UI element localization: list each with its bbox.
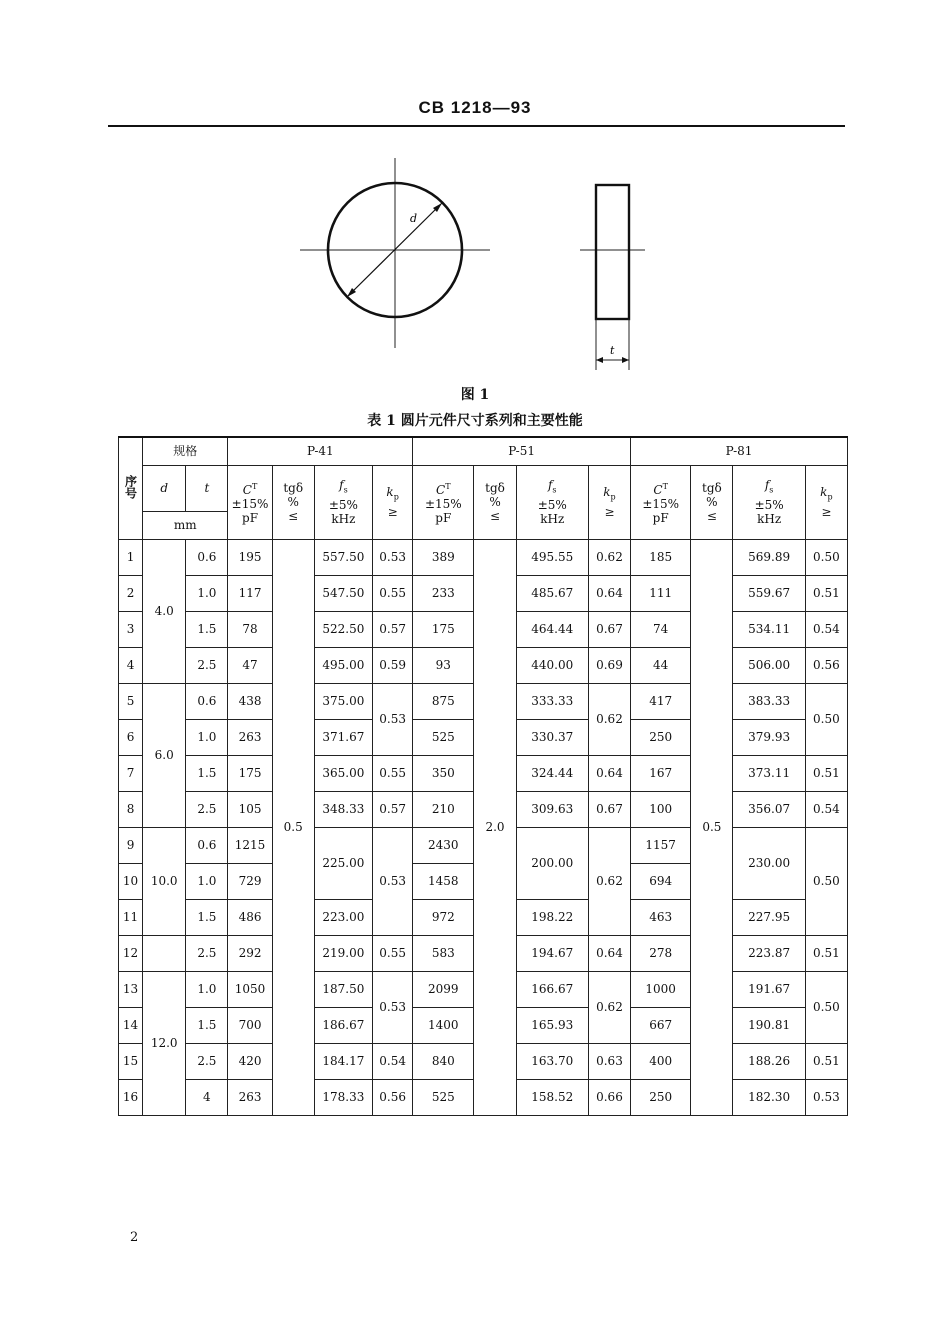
table-cell: 175 — [228, 755, 272, 791]
table-cell: 2.5 — [186, 791, 228, 827]
table-cell: 495.55 — [516, 539, 588, 575]
tg-header-p81: tgδ % ≤ — [691, 465, 733, 539]
table-cell: 233 — [413, 575, 474, 611]
table-cell: 195 — [228, 539, 272, 575]
table-cell: 198.22 — [516, 899, 588, 935]
d-header: d — [143, 465, 186, 511]
table-cell: 0.51 — [805, 935, 847, 971]
table-cell: 0.62 — [588, 971, 630, 1043]
table-cell: 0.53 — [373, 683, 413, 755]
table-cell: 1.0 — [186, 719, 228, 755]
table-cell: 188.26 — [733, 1043, 805, 1079]
table-cell: 4 — [186, 1079, 228, 1115]
table-cell: 972 — [413, 899, 474, 935]
table-cell: 0.63 — [588, 1043, 630, 1079]
table-cell: 292 — [228, 935, 272, 971]
table-cell: 100 — [631, 791, 691, 827]
table-cell: 263 — [228, 1079, 272, 1115]
table-cell: 547.50 — [314, 575, 372, 611]
ct-header-p81: $C^T$ ±15% pF — [631, 465, 691, 539]
disc-element-figure — [300, 170, 660, 380]
table-cell: 11 — [119, 899, 143, 935]
table-cell: 1157 — [631, 827, 691, 863]
table-cell: 1050 — [228, 971, 272, 1007]
table-cell: 4 — [119, 647, 143, 683]
table-cell: 1.0 — [186, 971, 228, 1007]
table-cell: 184.17 — [314, 1043, 372, 1079]
group-p81-header: P-81 — [631, 437, 848, 465]
table-cell: 1400 — [413, 1007, 474, 1043]
table-cell: 1.5 — [186, 1007, 228, 1043]
fs-header-p41: $f_s$ ±5% kHz — [314, 465, 372, 539]
table-cell: 0.66 — [588, 1079, 630, 1115]
table-cell: 534.11 — [733, 611, 805, 647]
table-cell: 0.6 — [186, 683, 228, 719]
table-cell: 463 — [631, 899, 691, 935]
table-cell: 309.63 — [516, 791, 588, 827]
table-cell: 0.50 — [805, 971, 847, 1043]
table-cell: 0.59 — [373, 647, 413, 683]
seq-header: 序号 — [119, 437, 143, 539]
table-cell: 200.00 — [516, 827, 588, 899]
table-cell: 230.00 — [733, 827, 805, 899]
table-cell: 13 — [119, 971, 143, 1007]
table-cell: 2430 — [413, 827, 474, 863]
table-cell: 1.5 — [186, 899, 228, 935]
table-cell: 1.0 — [186, 575, 228, 611]
table-cell: 93 — [413, 647, 474, 683]
table-cell: 186.67 — [314, 1007, 372, 1043]
thickness-label: t — [610, 344, 615, 357]
kp-header-p81: $k_p$ ≥ — [805, 465, 847, 539]
table-cell: 223.00 — [314, 899, 372, 935]
table-cell: 1.5 — [186, 755, 228, 791]
table-cell: 694 — [631, 863, 691, 899]
table-cell: 78 — [228, 611, 272, 647]
table-cell: 420 — [228, 1043, 272, 1079]
table-cell: 0.62 — [588, 539, 630, 575]
table-cell: 333.33 — [516, 683, 588, 719]
table-cell: 3 — [119, 611, 143, 647]
d-group-cell: 4.0 — [143, 539, 186, 683]
spec-header: 规格 — [143, 437, 228, 465]
table-cell: 0.6 — [186, 827, 228, 863]
table-cell: 187.50 — [314, 971, 372, 1007]
table-cell: 0.56 — [805, 647, 847, 683]
document-code-header: CB 1218—93 — [418, 98, 532, 117]
table-cell: 350 — [413, 755, 474, 791]
table-cell: 0.55 — [373, 575, 413, 611]
table-cell: 44 — [631, 647, 691, 683]
table-cell: 194.67 — [516, 935, 588, 971]
page-number: 2 — [130, 1230, 139, 1245]
table-row — [119, 539, 848, 575]
table-cell: 583 — [413, 935, 474, 971]
group-p51-header: P-51 — [413, 437, 631, 465]
table-cell: 2099 — [413, 971, 474, 1007]
table-cell: 729 — [228, 863, 272, 899]
table-cell: 0.54 — [805, 791, 847, 827]
table-cell: 0.56 — [373, 1079, 413, 1115]
table-cell: 278 — [631, 935, 691, 971]
table-cell: 525 — [413, 719, 474, 755]
table-cell: 0.54 — [373, 1043, 413, 1079]
table-cell: 464.44 — [516, 611, 588, 647]
table-cell: 525 — [413, 1079, 474, 1115]
table-cell: 375.00 — [314, 683, 372, 719]
table-cell: 1215 — [228, 827, 272, 863]
table-cell: 0.62 — [588, 683, 630, 755]
table-cell: 5 — [119, 683, 143, 719]
table-cell: 557.50 — [314, 539, 372, 575]
table-cell: 167 — [631, 755, 691, 791]
table-cell: 74 — [631, 611, 691, 647]
table-cell: 0.69 — [588, 647, 630, 683]
table-cell: 440.00 — [516, 647, 588, 683]
table-cell: 182.30 — [733, 1079, 805, 1115]
diameter-label: d — [410, 212, 418, 225]
table-cell: 225.00 — [314, 827, 372, 899]
table-cell: 0.50 — [805, 827, 847, 935]
table-cell: 371.67 — [314, 719, 372, 755]
table-cell: 324.44 — [516, 755, 588, 791]
table-cell: 1.5 — [186, 611, 228, 647]
table-cell: 219.00 — [314, 935, 372, 971]
d-group-cell: 10.0 — [143, 827, 186, 935]
table-cell: 2 — [119, 575, 143, 611]
table-cell: 1.0 — [186, 863, 228, 899]
table-cell: 0.53 — [805, 1079, 847, 1115]
disc-top-view — [300, 158, 490, 348]
table-cell: 667 — [631, 1007, 691, 1043]
kp-header-p41: $k_p$ ≥ — [373, 465, 413, 539]
mm-header: mm — [143, 511, 228, 539]
table-cell: 0.51 — [805, 1043, 847, 1079]
table-cell: 0.64 — [588, 575, 630, 611]
table-cell: 0.67 — [588, 611, 630, 647]
table-cell: 0.57 — [373, 611, 413, 647]
table-cell: 16 — [119, 1079, 143, 1115]
table-cell: 400 — [631, 1043, 691, 1079]
table-cell: 438 — [228, 683, 272, 719]
table-cell: 0.51 — [805, 755, 847, 791]
d-group-cell: 12.0 — [143, 971, 186, 1115]
table-cell: 373.11 — [733, 755, 805, 791]
table-cell: 356.07 — [733, 791, 805, 827]
tg-header-p51: tgδ % ≤ — [474, 465, 516, 539]
table-cell: 0.62 — [588, 827, 630, 935]
table-cell: 0.67 — [588, 791, 630, 827]
table-cell: 8 — [119, 791, 143, 827]
table-caption: 表 1 圆片元件尺寸系列和主要性能 — [367, 413, 583, 429]
table-cell: 158.52 — [516, 1079, 588, 1115]
fs-header-p51: $f_s$ ±5% kHz — [516, 465, 588, 539]
table-cell: 522.50 — [314, 611, 372, 647]
table-cell: 383.33 — [733, 683, 805, 719]
table-cell: 163.70 — [516, 1043, 588, 1079]
table-cell: 6 — [119, 719, 143, 755]
table-cell: 0.50 — [805, 539, 847, 575]
fs-header-p81: $f_s$ ±5% kHz — [733, 465, 805, 539]
table-cell: 495.00 — [314, 647, 372, 683]
table-cell: 10 — [119, 863, 143, 899]
tg-p81-cell: 0.5 — [691, 539, 733, 1115]
table-cell: 210 — [413, 791, 474, 827]
table-cell: 117 — [228, 575, 272, 611]
table-cell: 0.53 — [373, 827, 413, 935]
table-cell: 14 — [119, 1007, 143, 1043]
table-cell: 9 — [119, 827, 143, 863]
header-rule — [108, 125, 845, 127]
table-cell: 0.54 — [805, 611, 847, 647]
table-cell: 0.57 — [373, 791, 413, 827]
table-cell: 250 — [631, 1079, 691, 1115]
table-cell: 348.33 — [314, 791, 372, 827]
table-cell: 506.00 — [733, 647, 805, 683]
table-cell: 15 — [119, 1043, 143, 1079]
table-cell: 389 — [413, 539, 474, 575]
t-header: t — [186, 465, 228, 511]
table-cell: 2.5 — [186, 647, 228, 683]
performance-table — [118, 436, 848, 1116]
tg-p41-cell: 0.5 — [272, 539, 314, 1115]
table-cell: 1000 — [631, 971, 691, 1007]
table-cell: 185 — [631, 539, 691, 575]
disc-side-view — [580, 185, 645, 370]
table-cell: 485.67 — [516, 575, 588, 611]
table-cell: 1 — [119, 539, 143, 575]
table-cell: 840 — [413, 1043, 474, 1079]
table-cell: 0.6 — [186, 539, 228, 575]
figure-caption: 图 1 — [460, 387, 490, 403]
table-cell: 227.95 — [733, 899, 805, 935]
table-cell: 2.5 — [186, 1043, 228, 1079]
table-cell: 417 — [631, 683, 691, 719]
table-cell: 7 — [119, 755, 143, 791]
table-cell: 0.51 — [805, 575, 847, 611]
tg-p51-cell: 2.0 — [474, 539, 516, 1115]
table-cell: 700 — [228, 1007, 272, 1043]
table-cell: 0.50 — [805, 683, 847, 755]
table-cell: 175 — [413, 611, 474, 647]
table-cell: 250 — [631, 719, 691, 755]
table-cell: 47 — [228, 647, 272, 683]
table-cell: 0.64 — [588, 755, 630, 791]
tg-header-p41: tgδ % ≤ — [272, 465, 314, 539]
table-cell: 379.93 — [733, 719, 805, 755]
table-cell: 165.93 — [516, 1007, 588, 1043]
table-cell: 263 — [228, 719, 272, 755]
table-cell: 0.55 — [373, 935, 413, 971]
table-cell: 0.64 — [588, 935, 630, 971]
table-cell: 166.67 — [516, 971, 588, 1007]
table-cell: 1458 — [413, 863, 474, 899]
table-cell: 330.37 — [516, 719, 588, 755]
table-cell: 0.53 — [373, 539, 413, 575]
table-cell: 178.33 — [314, 1079, 372, 1115]
table-cell: 2.5 — [186, 935, 228, 971]
table-cell: 365.00 — [314, 755, 372, 791]
table-cell: 0.55 — [373, 755, 413, 791]
table-cell: 223.87 — [733, 935, 805, 971]
table-cell: 569.89 — [733, 539, 805, 575]
table-cell: 111 — [631, 575, 691, 611]
table-cell: 559.67 — [733, 575, 805, 611]
table-cell: 0.53 — [373, 971, 413, 1043]
table-cell: 105 — [228, 791, 272, 827]
group-p41-header: P-41 — [228, 437, 413, 465]
d-group-cell: 6.0 — [143, 683, 186, 827]
d-group-cell-cont — [143, 935, 186, 971]
table-cell: 875 — [413, 683, 474, 719]
kp-header-p51: $k_p$ ≥ — [588, 465, 630, 539]
table-cell: 190.81 — [733, 1007, 805, 1043]
ct-header-p51: $C^T$ ±15% pF — [413, 465, 474, 539]
table-cell: 486 — [228, 899, 272, 935]
ct-header-p41: $C^T$ ±15% pF — [228, 465, 272, 539]
table-cell: 12 — [119, 935, 143, 971]
table-cell: 191.67 — [733, 971, 805, 1007]
